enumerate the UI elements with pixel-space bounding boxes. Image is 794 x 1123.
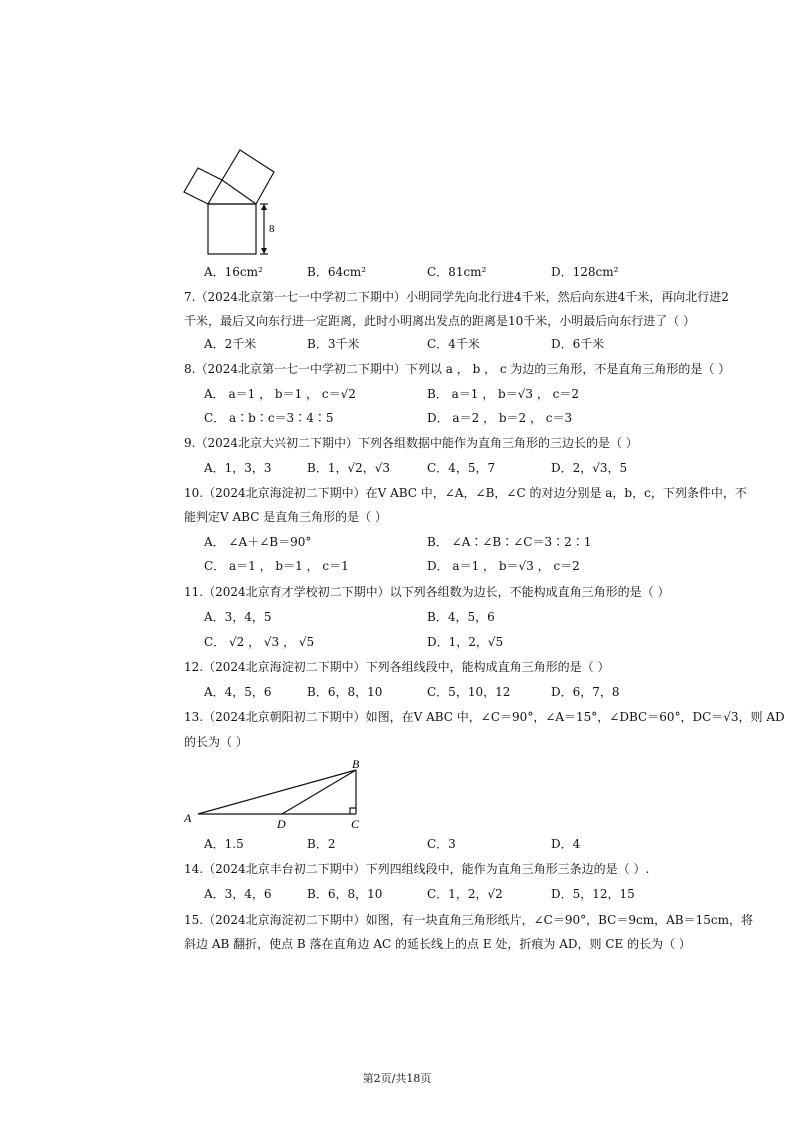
q12-option-a: A．4，5，6 bbox=[204, 685, 272, 699]
q13-text-line2: 的长为（ ） bbox=[184, 735, 248, 749]
q11-option-d: D．1，2，√5 bbox=[427, 635, 504, 649]
q10-option-a: A． ∠A＋∠B＝90° bbox=[204, 535, 312, 549]
q9-option-a: A．1，3，3 bbox=[204, 461, 272, 475]
q7-option-c: C．4千米 bbox=[427, 337, 480, 351]
q7-option-d: D．6千米 bbox=[551, 337, 605, 351]
q12-option-b: B．6，8，10 bbox=[307, 685, 383, 699]
q13-option-d: D．4 bbox=[551, 837, 581, 851]
q10-option-b: B． ∠A∶∠B∶∠C＝3∶2∶1 bbox=[427, 535, 592, 549]
q6-option-b: B．64cm² bbox=[307, 265, 366, 279]
q9-option-b: B．1，√2，√3 bbox=[307, 461, 391, 475]
q11-option-c: C． √2 ， √3 ， √5 bbox=[204, 635, 315, 649]
q14-option-d: D．5，12，15 bbox=[551, 887, 635, 901]
q6-option-c: C．81cm² bbox=[427, 265, 487, 279]
q10-text-line1: 10.（2024北京海淀初二下期中）在V ABC 中，∠A，∠B，∠C 的对边分别是 a，b，c，下列条件中，不 bbox=[184, 486, 747, 500]
q9-text-line1: 9.（2024北京大兴初二下期中）下列各组数据中能作为直角三角形的三边长的是（ ） bbox=[184, 436, 638, 450]
triangle-figure bbox=[180, 756, 370, 832]
q8-option-a: A． a＝1 ， b＝1 ， c＝√2 bbox=[204, 387, 356, 401]
q11-option-b: B．4，5，6 bbox=[427, 610, 495, 624]
q7-option-a: A．2千米 bbox=[204, 337, 257, 351]
q8-option-b: B． a＝1 ， b＝√3 ， c＝2 bbox=[427, 387, 579, 401]
q13-option-b: B．2 bbox=[307, 837, 336, 851]
q7-text-line1: 7.（2024北京第一七一中学初二下期中）小明同学先向北行进4千米，然后向东进4千米，再向北行进2 bbox=[184, 290, 729, 304]
q11-option-a: A．3，4，5 bbox=[204, 610, 272, 624]
q7-option-b: B．3千米 bbox=[307, 337, 360, 351]
q8-text-line1: 8.（2024北京第一七一中学初二下期中）下列以 a ， b ， c 为边的三角形，不是直角三角形的是（ ） bbox=[184, 362, 731, 376]
q12-text-line1: 12.（2024北京海淀初二下期中）下列各组线段中，能构成直角三角形的是（ ） bbox=[184, 660, 610, 674]
q6-option-d: D．128cm² bbox=[551, 265, 619, 279]
q8-option-d: D． a＝2 ， b＝2 ， c＝3 bbox=[427, 411, 573, 425]
q14-option-b: B．6，8，10 bbox=[307, 887, 383, 901]
label-b: B bbox=[352, 757, 360, 771]
squares-figure bbox=[180, 146, 280, 258]
q10-option-c: C． a＝1 ， b＝1 ， c＝1 bbox=[204, 559, 349, 573]
q11-text-line1: 11.（2024北京育才学校初二下期中）以下列各组数为边长，不能构成直角三角形的是（ ） bbox=[184, 585, 670, 599]
q14-option-c: C．1，2，√2 bbox=[427, 887, 503, 901]
q14-option-a: A．3，4，6 bbox=[204, 887, 272, 901]
q10-text-line2: 能判定V ABC 是直角三角形的是（ ） bbox=[184, 510, 387, 524]
q13-option-c: C．3 bbox=[427, 837, 456, 851]
label-a: A bbox=[184, 811, 192, 825]
label-d: D bbox=[277, 817, 286, 831]
q13-text-line1: 13.（2024北京朝阳初二下期中）如图，在V ABC 中，∠C＝90°，∠A＝15°，∠DBC＝60°，DC＝√3，则 AD bbox=[184, 710, 785, 724]
q15-text-line1: 15.（2024北京海淀初二下期中）如图，有一块直角三角形纸片，∠C＝90°，BC＝9cm，AB＝15cm，将 bbox=[184, 913, 753, 927]
figure-side-label: 8 bbox=[269, 223, 275, 235]
q14-text-line1: 14.（2024北京丰台初二下期中）下列四组线段中，能作为直角三角形三条边的是（ ）. bbox=[184, 862, 650, 876]
page-footer: 第2页/共18页 bbox=[362, 1072, 432, 1085]
q9-option-c: C．4，5，7 bbox=[427, 461, 496, 475]
q10-option-d: D． a＝1 ， b＝√3 ， c＝2 bbox=[427, 559, 580, 573]
q7-text-line2: 千米，最后又向东行进一定距离，此时小明离出发点的距离是10千米，小明最后向东行进了（ ） bbox=[184, 314, 696, 328]
q15-text-line2: 斜边 AB 翻折，使点 B 落在直角边 AC 的延长线上的点 E 处，折痕为 AD，则 CE 的长为（ ） bbox=[184, 937, 691, 951]
q13-option-a: A．1.5 bbox=[204, 837, 244, 851]
q12-option-d: D．6，7，8 bbox=[551, 685, 620, 699]
q12-option-c: C．5，10，12 bbox=[427, 685, 511, 699]
label-c: C bbox=[351, 817, 360, 831]
q9-option-d: D．2，√3，5 bbox=[551, 461, 628, 475]
q6-option-a: A．16cm² bbox=[204, 265, 263, 279]
q8-option-c: C． a∶b∶c＝3∶4∶5 bbox=[204, 411, 334, 425]
